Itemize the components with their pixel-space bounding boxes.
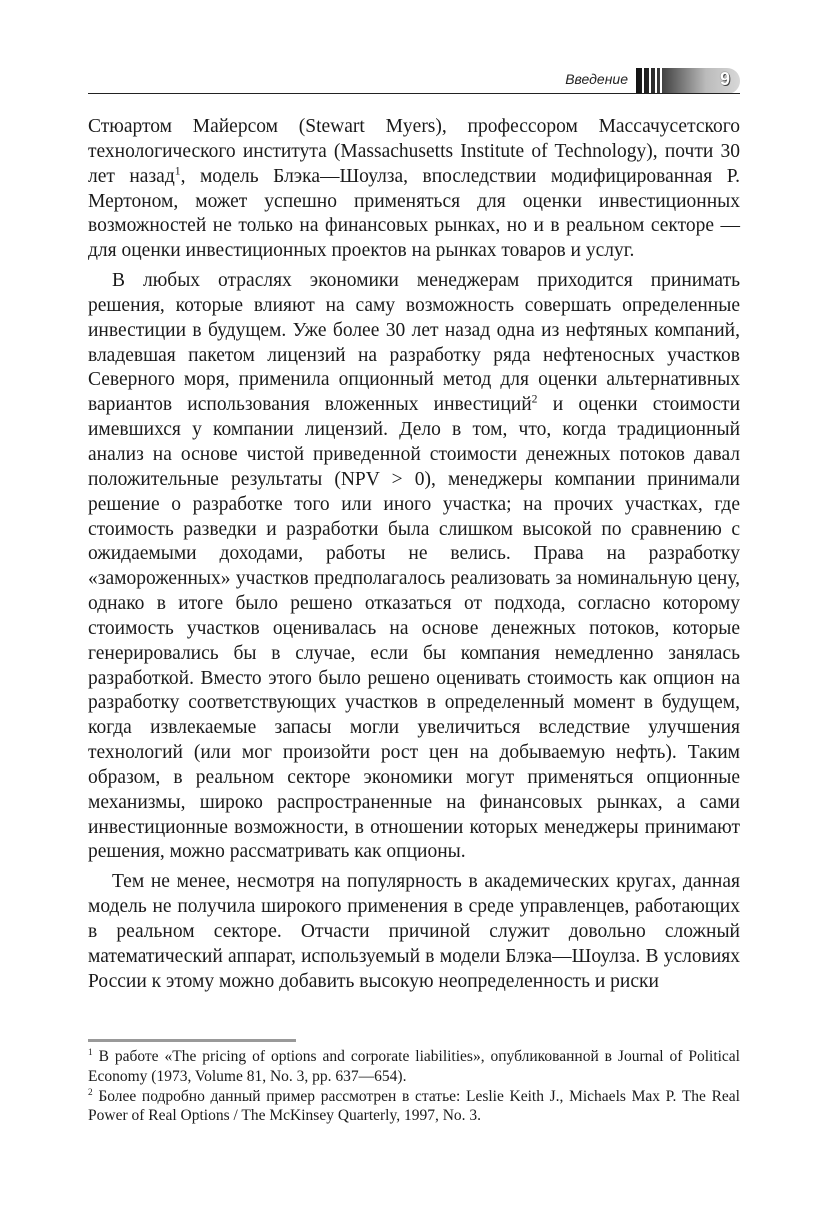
- bar-stripe: [642, 68, 644, 94]
- paragraph: Тем не менее, несмотря на популярность в академических кругах, данная модель не получила широкого применения в среде управленцев, работающих в реальном секторе. Отчасти причиной служит довольно сложный математический аппарат, используемый в модели Блэка—Шоулза. В условиях России к этому можно добавить высокую неопределенность и риски: [88, 871, 740, 992]
- footnote-marker: 2: [88, 1087, 93, 1098]
- header-gradient-bar: [636, 68, 706, 94]
- footnote: [88, 1047, 740, 1087]
- page-number: 9: [720, 69, 731, 89]
- footnote-text: В работе «The pricing of options and corporate liabilities», опубликованной в Journal of Political Economy (1973, Volume 81, No. 3, pp. 637—654).: [88, 1048, 740, 1085]
- paragraph: [88, 269, 740, 865]
- paragraph-text: Стюартом Майерсом (Stewart Myers), профессором Массачусетского технологического института (Massachusetts Institute of Technology), почти 30 лет назад: [88, 116, 740, 187]
- bar-stripe: [649, 68, 651, 94]
- paragraph-text: и оценки стоимости имевшихся у компании лицензий. Дело в том, что, когда традиционный анализ на основе чистой приведенной стоимости денежных потоков давал положительные результаты (NPV > 0), менеджеры компании принимали решение о разработке того или иного участка; на прочих участках, где стоимость разведки и разработки была слишком высокой по сравнению с ожидаемыми доходами, работы не велись. Права на разработку «замороженных» участков предполагалось реализовать за номинальную цену, однако в итоге было решено отказаться от подхода, согласно которому стоимость участков оценивалась на основе денежных потоков, которые генерировались бы в случае, если бы компания немедленно занялась разработкой. Вместо этого было решено оценивать стоимость как опцион на разработку соответствующих участков в определенный момент в будущем, когда извлекаемые запасы могли увеличиться вследствие улучшения технологий (или мог произойти рост цен на добываемую нефть). Таким образом, в реальном секторе экономики могут применяться опционные механизмы, широко распространенные на финансовых рынках, а сами инвестиционные возможности, в отношении которых менеджеры принимают решения, можно рассматривать как опционы.: [88, 394, 741, 863]
- paragraph: [88, 115, 740, 264]
- bar-stripe: [655, 68, 657, 94]
- footnote-marker: 1: [88, 1047, 93, 1058]
- footnote: [88, 1087, 740, 1127]
- main-text: [88, 115, 740, 995]
- paragraph-text: , модель Блэка—Шоулза, впоследствии модифицированная Р. Мертоном, может успешно применяться для оценки инвестиционных возможностей не только на финансовых рынках, но и в реальном секторе — для оценки инвестиционных проектов на рынках товаров и услуг.: [88, 165, 740, 262]
- header-rule: [88, 93, 740, 94]
- footnote-separator: [88, 1039, 296, 1042]
- footnote-ref: 2: [531, 392, 538, 406]
- page-number-badge: [706, 68, 740, 94]
- footnote-ref: 1: [174, 164, 181, 178]
- running-header: [88, 68, 740, 96]
- section-title: Введение: [565, 71, 628, 87]
- footnotes: [88, 1047, 740, 1126]
- bar-stripe: [660, 68, 662, 94]
- paragraph-text: В любых отраслях экономики менеджерам приходится принимать решения, которые влияют на саму возможность совершать определенные инвестиции в будущем. Уже более 30 лет назад одна из нефтяных компаний, владевшая пакетом лицензий на разработку ряда нефтеносных участков Северного моря, применила опционный метод для оценки альтернативных вариантов использования вложенных инвестиций: [88, 270, 740, 416]
- footnote-text: Более подробно данный пример рассмотрен в статье: Leslie Keith J., Michaels Max P. The Real Power of Real Options / The McKinsey Quarterly, 1997, No. 3.: [88, 1087, 740, 1125]
